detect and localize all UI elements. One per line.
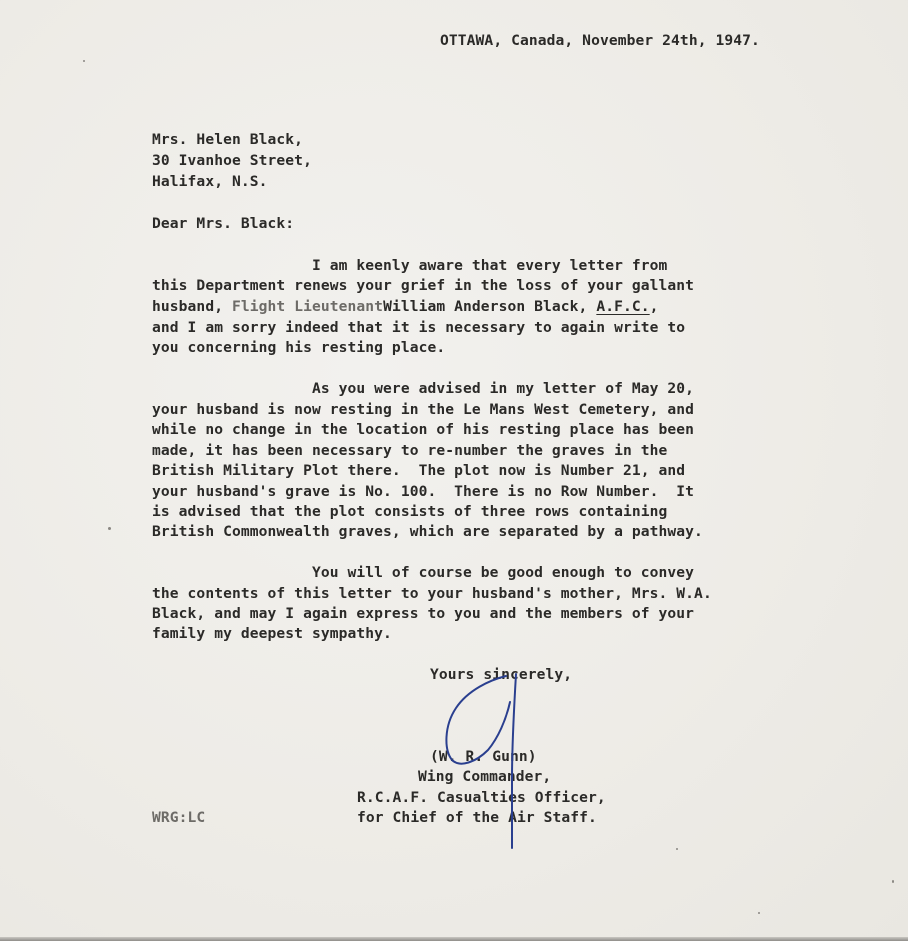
signer-rank: Wing Commander, (418, 768, 552, 785)
recipient-name: Mrs. Helen Black, (152, 131, 304, 148)
paper-speck (758, 912, 760, 914)
paragraph-line: and I am sorry indeed that it is necessary to again write to (152, 319, 686, 336)
salutation: Dear Mrs. Black: (152, 215, 295, 232)
paper-edge (0, 937, 908, 941)
paragraph-line: Black, and may I again express to you and the members of your (152, 605, 695, 622)
paragraph-line: you concerning his resting place. (152, 339, 446, 356)
paragraph-line: British Commonwealth graves, which are separated by a pathway. (152, 523, 703, 540)
paragraph-line: while no change in the location of his resting place has been (152, 421, 695, 438)
paragraph-line: family my deepest sympathy. (152, 625, 392, 642)
airman-name: William Anderson Black, (383, 298, 597, 315)
paper-speck (83, 60, 85, 62)
paragraph-line (152, 297, 659, 318)
paragraph-line: British Military Plot there. The plot now is Number 21, and (152, 462, 686, 479)
paragraph-line: I am keenly aware that every letter from (152, 257, 668, 274)
reference-initials: WRG:LC (152, 809, 206, 826)
signer-position: R.C.A.F. Casualties Officer, (357, 789, 606, 806)
paper-speck (892, 880, 894, 883)
recipient-city: Halifax, N.S. (152, 173, 268, 190)
line-suffix: , (649, 298, 659, 315)
paper-speck (676, 848, 678, 850)
paragraph-line: made, it has been necessary to re-number the graves in the (152, 442, 668, 459)
paragraph-line: is advised that the plot consists of three rows containing (152, 503, 668, 520)
dateline: OTTAWA, Canada, November 24th, 1947. (440, 32, 760, 49)
handwritten-signature (430, 668, 550, 858)
signer-on-behalf: for Chief of the Air Staff. (357, 809, 597, 826)
paper-speck (108, 527, 111, 530)
signer-typed-name: (W. R. Gunn) (430, 748, 537, 765)
paragraph-line: your husband's grave is No. 100. There is no Row Number. It (152, 483, 695, 500)
decoration-afc: A.F.C. (596, 298, 650, 315)
paragraph-line: As you were advised in my letter of May 20, (152, 380, 695, 397)
rank-text: Flight Lieutenant (231, 298, 384, 315)
paragraph-line: this Department renews your grief in the loss of your gallant (152, 277, 695, 294)
closing: Yours sincerely, (430, 666, 573, 683)
paragraph-line: You will of course be good enough to convey (152, 564, 695, 581)
line-prefix: husband, (152, 298, 232, 315)
paragraph-line: your husband is now resting in the Le Mans West Cemetery, and (152, 401, 695, 418)
recipient-street: 30 Ivanhoe Street, (152, 152, 312, 169)
paragraph-line: the contents of this letter to your husband's mother, Mrs. W.A. (152, 585, 712, 602)
